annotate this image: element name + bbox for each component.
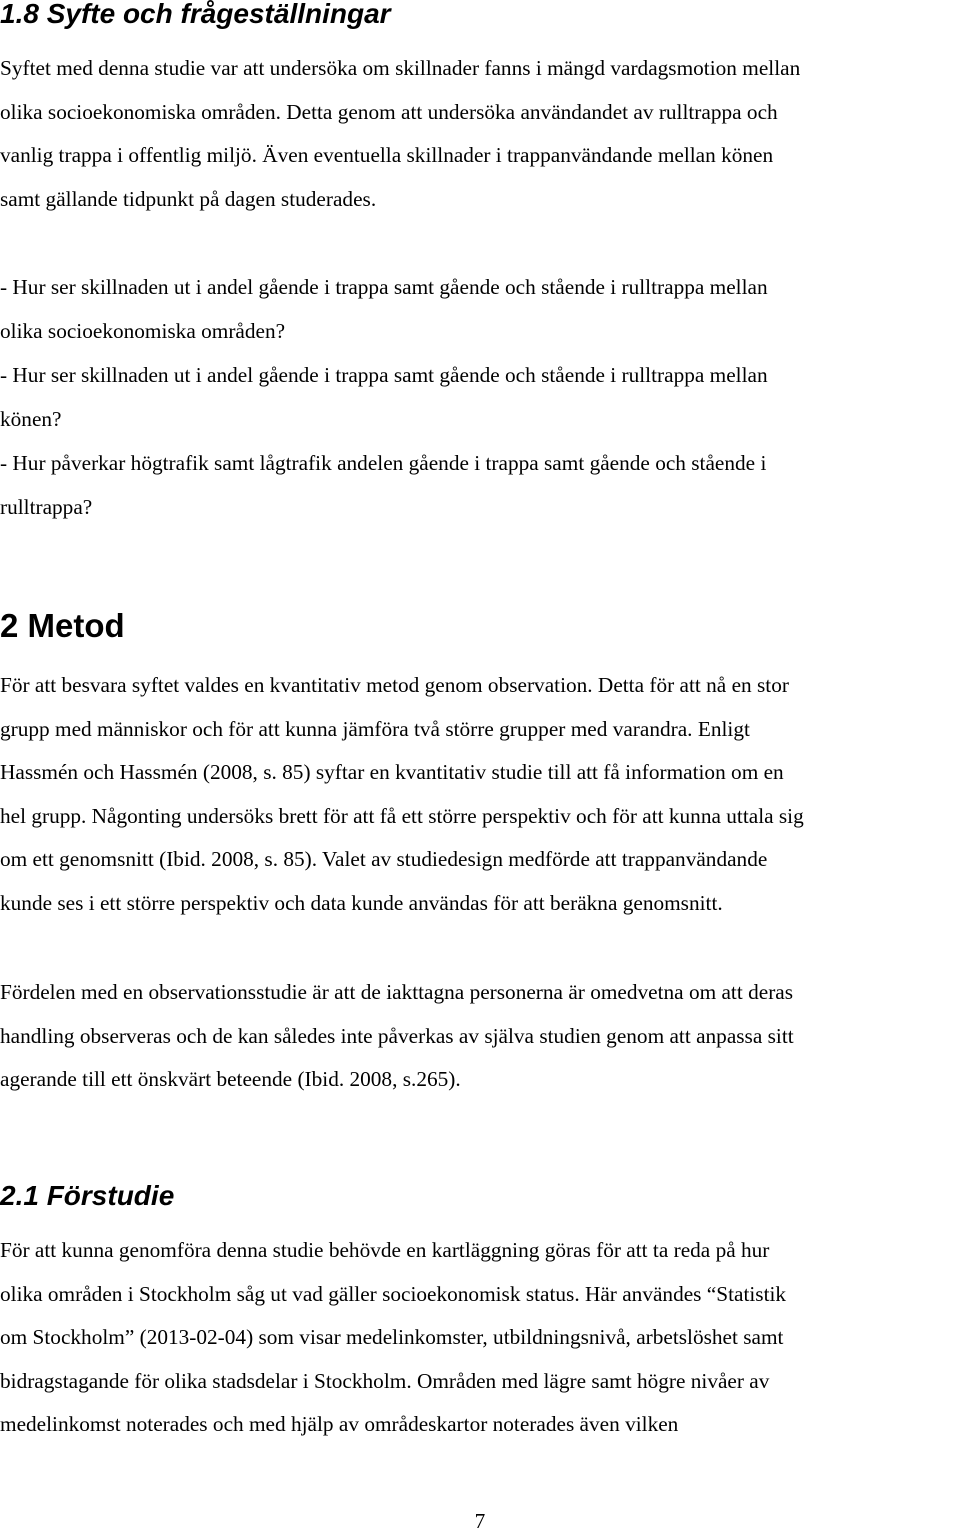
text-line: könen? bbox=[0, 406, 62, 431]
text-line: medelinkomst noterades och med hjälp av områdeskartor noterades även vilken bbox=[0, 1412, 679, 1436]
section-heading-2-1: 2.1 Förstudie bbox=[0, 1180, 175, 1211]
text-line: hel grupp. Någonting undersöks brett för att få ett större perspektiv och för att kunna uttala sig bbox=[0, 803, 804, 828]
text-line: - Hur ser skillnaden ut i andel gående i trappa samt gående och stående i rulltrappa mellan bbox=[0, 363, 768, 387]
text-line: Fördelen med en observationsstudie är att de iakttagna personerna är omedvetna om att deras bbox=[0, 980, 794, 1004]
pilot-study-paragraph bbox=[0, 1229, 960, 1447]
text-line: För att besvara syftet valdes en kvantitativ metod genom observation. Detta för att nå en stor bbox=[0, 673, 789, 697]
text-line: olika socioekonomiska områden? bbox=[0, 318, 286, 343]
page-number: 7 bbox=[474, 1509, 486, 1533]
text-line: - Hur ser skillnaden ut i andel gående i trappa samt gående och stående i rulltrappa mellan bbox=[0, 275, 768, 299]
purpose-paragraph bbox=[0, 47, 960, 221]
text-line: kunde ses i ett större perspektiv och data kunde användas för att beräkna genomsnitt. bbox=[0, 890, 723, 915]
text-line: Hassmén och Hassmén (2008, s. 85) syftar en kvantitativ studie till att få information om en bbox=[0, 760, 784, 784]
research-question-1 bbox=[0, 266, 960, 353]
section-heading-1-8: 1.8 Syfte och frågeställningar bbox=[0, 0, 391, 29]
method-paragraph bbox=[0, 664, 960, 925]
text-line: vanlig trappa i offentlig miljö. Även eventuella skillnader i trappanvändande mellan könen bbox=[0, 143, 774, 167]
text-line: Syftet med denna studie var att undersöka om skillnader fanns i mängd vardagsmotion mellan bbox=[0, 56, 801, 80]
text-line: handling observeras och de kan således inte påverkas av själva studien genom att anpassa sitt bbox=[0, 1023, 794, 1048]
text-line: bidragstagande för olika stadsdelar i Stockholm. Områden med lägre samt högre nivåer av bbox=[0, 1368, 770, 1393]
research-question-3 bbox=[0, 442, 960, 529]
text-line: om Stockholm” (2013-02-04) som visar medelinkomster, utbildningsnivå, arbetslöshet samt bbox=[0, 1325, 784, 1349]
research-question-2 bbox=[0, 354, 960, 441]
text-line: rulltrappa? bbox=[0, 494, 93, 519]
section-heading-2: 2 Metod bbox=[0, 607, 125, 644]
text-line: olika områden i Stockholm såg ut vad gäller socioekonomisk status. Här användes “Statistik bbox=[0, 1281, 787, 1306]
text-line: samt gällande tidpunkt på dagen studerades. bbox=[0, 186, 377, 211]
text-line: grupp med människor och för att kunna jämföra två större grupper med varandra. Enligt bbox=[0, 716, 750, 741]
observation-paragraph bbox=[0, 971, 960, 1102]
text-line: olika socioekonomiska områden. Detta genom att undersöka användandet av rulltrappa och bbox=[0, 99, 778, 124]
text-line: - Hur påverkar högtrafik samt lågtrafik andelen gående i trappa samt gående och stående i bbox=[0, 451, 767, 475]
text-line: om ett genomsnitt (Ibid. 2008, s. 85). Valet av studiedesign medförde att trappanvändande bbox=[0, 847, 768, 871]
text-line: För att kunna genomföra denna studie behövde en kartläggning göras för att ta reda på hur bbox=[0, 1238, 770, 1262]
text-line: agerande till ett önskvärt beteende (Ibid. 2008, s.265). bbox=[0, 1067, 461, 1091]
